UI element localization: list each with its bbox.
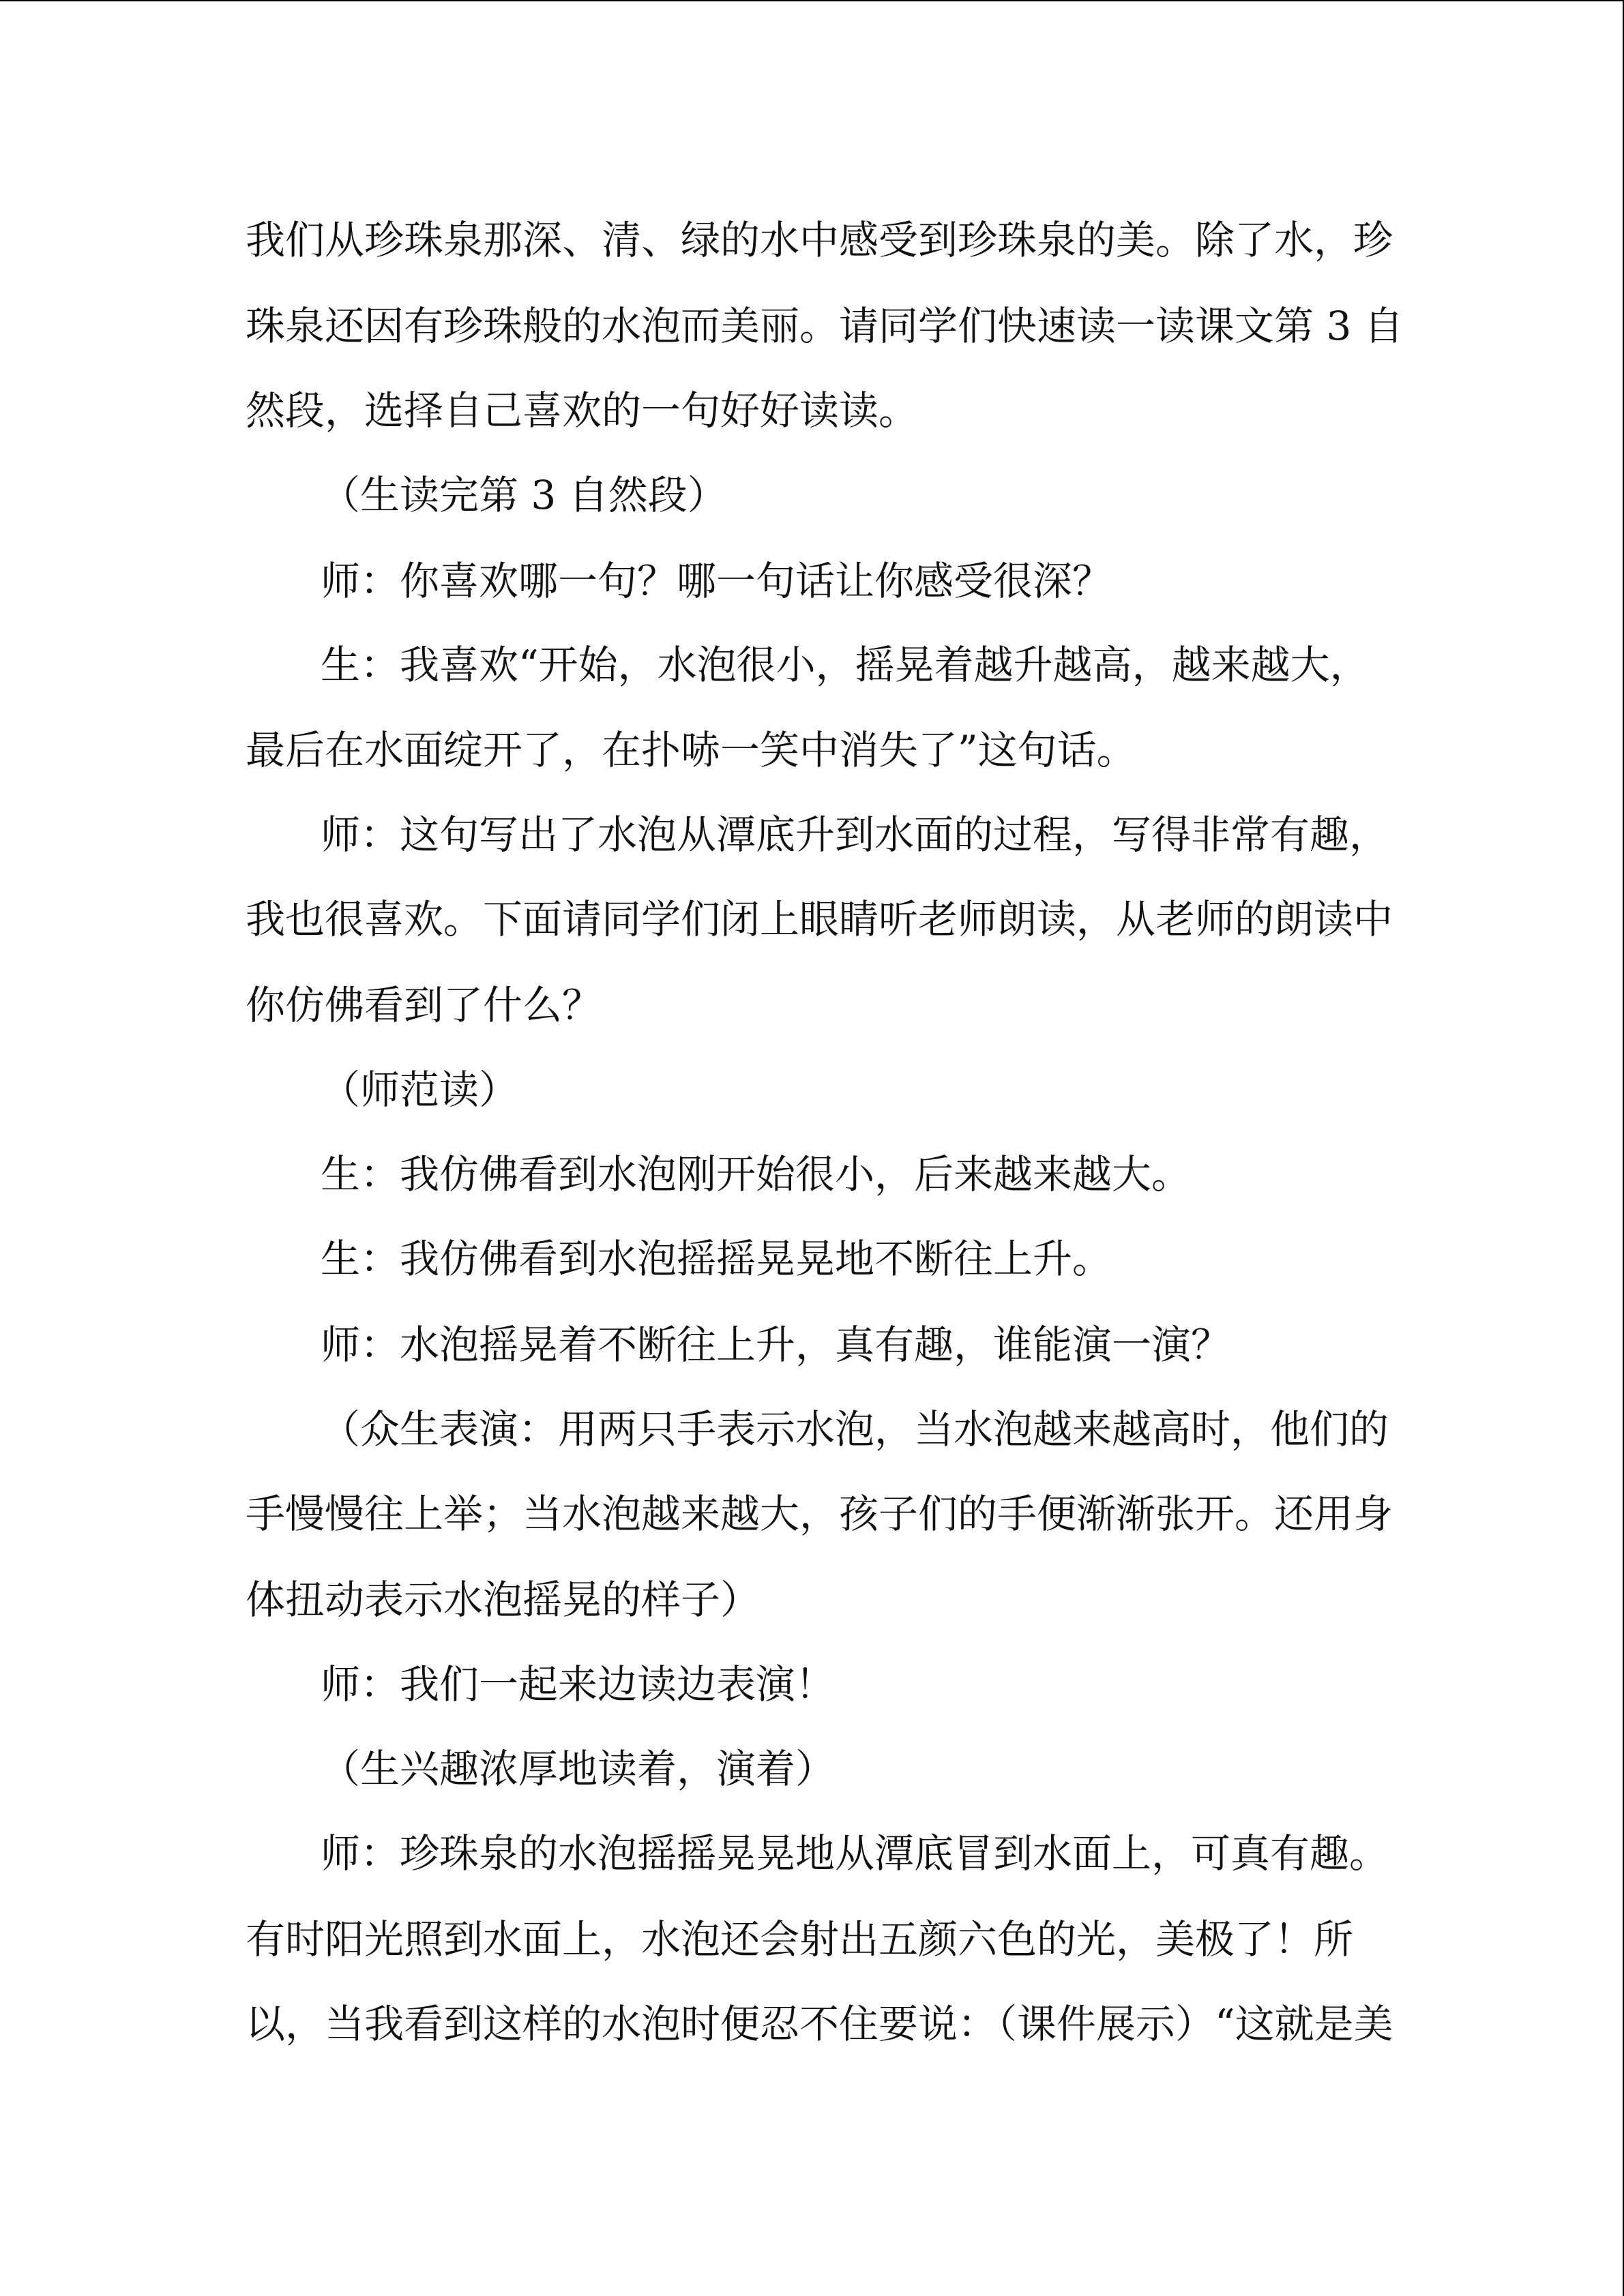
page-top-border — [0, 0, 1623, 1]
text-line: （众生表演：用两只手表示水泡，当水泡越来越高时，他们的 — [321, 1406, 1389, 1452]
text-line: 最后在水面绽开了，在扑哧一笑中消失了”这句话。 — [246, 727, 1136, 773]
text-line: 师：水泡摇晃着不断往上升，真有趣，谁能演一演？ — [321, 1322, 1231, 1368]
text-line: 我们从珍珠泉那深、清、绿的水中感受到珍珠泉的美。除了水，珍 — [246, 217, 1393, 263]
text-line: 珠泉还因有珍珠般的水泡而美丽。请同学们快速读一读课文第 3 自 — [246, 303, 1404, 349]
text-line: 师：珍珠泉的水泡摇摇晃晃地从潭底冒到水面上，可真有趣。 — [321, 1830, 1389, 1877]
text-line: （生读完第 3 自然段） — [321, 472, 727, 518]
text-line: 体扭动表示水泡摇晃的样子） — [246, 1577, 761, 1623]
text-line: （师范读） — [321, 1067, 519, 1113]
text-line: 师：你喜欢哪一句？哪一句话让你感受很深？ — [321, 558, 1112, 604]
text-line: 我也很喜欢。下面请同学们闭上眼睛听老师朗读，从老师的朗读中 — [246, 896, 1393, 942]
text-line: 师：这句写出了水泡从潭底升到水面的过程，写得非常有趣， — [321, 811, 1389, 858]
text-line: 手慢慢往上举；当水泡越来越大，孩子们的手便渐渐张开。还用身 — [246, 1491, 1393, 1537]
text-line: 师：我们一起来边读边表演！ — [321, 1661, 836, 1708]
text-line: 有时阳光照到水面上，水泡还会射出五颜六色的光，美极了！所 — [246, 1916, 1354, 1963]
text-line: 生：我仿佛看到水泡刚开始很小，后来越来越大。 — [321, 1151, 1192, 1197]
text-line: 生：我仿佛看到水泡摇摇晃晃地不断往上升。 — [321, 1236, 1112, 1282]
text-line: 以，当我看到这样的水泡时便忍不住要说：（课件展示）“这就是美 — [246, 2001, 1393, 2047]
text-line: 生：我喜欢“开始，水泡很小，摇晃着越升越高，越来越大， — [321, 642, 1370, 688]
text-line: 你仿佛看到了什么？ — [246, 982, 602, 1028]
text-line: 然段，选择自己喜欢的一句好好读读。 — [246, 387, 919, 434]
text-line: （生兴趣浓厚地读着，演着） — [321, 1746, 836, 1792]
